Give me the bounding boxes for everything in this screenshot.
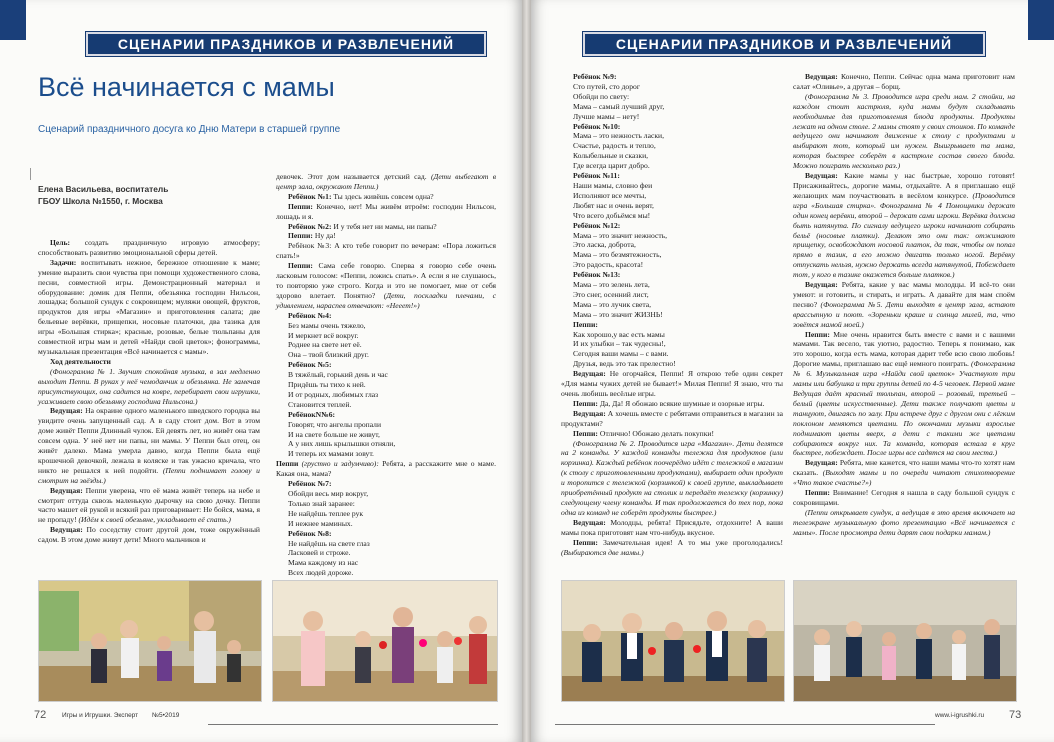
speaker-label: Ребёнок №2: [288,221,332,231]
page-number: 72 [34,709,47,721]
paragraph [793,458,1015,488]
speaker-label: Задачи: [50,257,77,267]
paragraph [793,72,1015,92]
footer-rule [208,724,498,725]
article-title: Всё начинается с мамы [38,72,335,102]
speaker-label: Пеппи [276,459,299,469]
verse-line: Обойди весь мир вокруг, [288,489,369,498]
paragraph [276,192,496,202]
stage-direction: (Фонограмма № 6. Музыкальная игра «Найди свой цветок» Участвуют три мамы или бабушка и три группы детей по 4-5 человек. Первой маме Ведущая даёт красный тюльпан, второй – розовый, третьей – белый (цветы искусственные). Дети также получают цветы и танцуют, двигаясь по залу. При встрече друг с другом они с лёгким поклоном меняются цветами. По окончании музыки взрослые поднимают цветы вверх, а дети с такими же цветами собираются вокруг них. Та команда, которая встала в круг быстрее, побеждает. После игры все садятся на свои места.) [793,359,1015,458]
paragraph [276,410,496,420]
body-text: Ребята, а расскажите мне о маме. Какая она, мама? [276,459,496,479]
verse-line: И меркнет всё вокруг. [288,330,359,340]
body-text: Ну да! [312,231,336,241]
verse-line: Мама – это значит ЖИЗНЬ! [573,309,663,319]
body-text: Ребята, какие у вас мамы молодцы. И всё-то они умеют: и готовить, и стирать, и играть. А давайте для мам споём песню? [793,280,1015,309]
paragraph [38,486,260,526]
verse-line: Что всего добьёмся мы! [573,210,651,220]
author-name: Елена Васильева, воспитатель [38,184,169,194]
speaker-label: Ведущая: [573,408,606,418]
verse-line: Мама – это лучик света, [573,299,652,309]
verse-line: Мама – это значит нежность, [573,230,668,240]
text-column-2 [793,72,1015,582]
stage-direction: (Выходят мамы и по очереди читают стихотворение «Что такое счастье?») [793,468,1015,488]
speaker-label: Ребёнок №11: [573,171,620,181]
paragraph [561,518,783,538]
verse-line: Лучше мамы – нету! [573,111,640,121]
body-text: По соседству стоит другой дом, тоже окружённый садом. В этом доме живут дети! Много мальчиков и [38,525,260,545]
verse-line: Только знай заранее: [288,498,355,508]
speaker-label: Пеппи: [288,231,313,241]
author-school: ГБОУ Школа №1550, г. Москва [38,196,163,206]
speaker-label: Ведущая: [50,406,83,416]
speaker-label: Ребёнок №4: [288,310,332,320]
stage-direction: (Пеппи поднимает голову и смотрит на звёзды.) [38,465,260,485]
verse-line: Сегодня ваши мамы – с вами. [573,349,669,359]
verse-line: Обойди по свету: [573,91,630,101]
verse-line: И теперь их мамами зовут. [288,449,374,459]
paragraph [276,479,496,489]
verse-line: Где всегда царит добро. [573,161,650,171]
body-text: Конечно, Пеппи. Сейчас одна мама приготовит нам салат «Оливье», а другая – борщ. [793,72,1015,91]
stage-direction: (Фонограмма № 3. Проводится игра среди мам. 2 стойки, на каждом стоит кастрюля, куда мамы будут складывать необходимые для приготовления блюда продукты. Продукты лежат на одном столе. 2 мамы стоят у своих стоиков. По команде ведущего они начинают движение к столу с продуктами и выбирают тот, который им нужен. Выигрывает та мама, которая быстрее соберёт в кастрюле состав своего блюда. Можно поиграть несколько раз.) [793,91,1015,171]
speaker-label: Пеппи: [573,398,598,408]
paragraph [561,369,783,399]
speaker-label: Ребёнок №1: [288,191,332,201]
verse-line: Мама каждому из нас [288,558,359,568]
speaker-label: Пеппи: [573,537,598,547]
verse-line: Говорят, что ангелы пропали [288,419,382,429]
speaker-label: Цель: [50,238,71,247]
text-column-1 [561,72,783,572]
paragraph [793,508,1015,538]
verse-line: Всех людей дороже. [288,568,354,578]
verse-line: Любят нас и очень верят, [573,200,654,210]
speaker-label: Ведущая: [50,525,83,535]
paragraph [561,270,783,280]
paragraph [561,72,783,82]
verse-line: Ласковей и строже. [288,548,351,558]
rule [30,168,31,180]
speaker-label: Ребёнок №5: [288,360,332,370]
author-credit [38,183,168,207]
body-text: Какие мамы у нас быстрые, хорошо готовят! Присаживайтесь, дорогие мамы, отдыхайте. А я приглашаю ещё желающих мам поучаствовать в весёлом конкурсе. [793,171,1015,200]
body-text: На окраине одного маленького шведского городка вы увидите очень запущенный сад. А в саду стоит дом. Вот в этом доме живёт Пеппи Длинный чулок. Ей девять лет, но живёт она там совсем одна. У неё нет ни папы, ни мамы. У Пеппи был отец, он живёт далеко. Мама умерла давно, когда Пеппи была ещё крошечной девочкой, лежала в коляске и так ужасно кричала, что никто не решался к ней подойти. [38,406,260,475]
photo-group-performance [793,580,1017,702]
body-text: Ребёнок №3: А кто тебе говорит по вечерам: «Пора ложиться спать!» [276,241,496,261]
verse-line: Это ласка, доброта, [573,240,636,250]
verse-line: Она – твой близкий друг. [288,350,369,360]
text-column-1 [38,238,260,556]
photo-children-with-flowers [272,580,498,702]
speaker-label: Пеппи: [288,261,313,271]
speaker-label: РебёнокN№6: [288,409,336,419]
paragraph [793,280,1015,330]
body-text: Замечательная идея! А то мы уже проголодались! [597,537,783,547]
text-column-2 [276,172,496,578]
speaker-label: Пеппи: [573,428,598,438]
paragraph [38,258,260,357]
paragraph [276,360,496,370]
verse-line: Мама – это зелень лета, [573,280,650,290]
body-text: Да, Да! Я обожаю всякие шумные и озорные игры. [597,398,765,408]
speaker-label: Ребёнок №8: [288,528,332,538]
right-page [531,0,1054,742]
verse-line: Как хорошо,у вас есть мамы [573,329,665,339]
verse-line: Не найдёшь теплее рук [288,508,364,518]
paragraph [793,171,1015,280]
paragraph [561,429,783,439]
body-text: Не огорчайся, Пеппи! Я открою тебе один секрет «Для мамы чужих детей не бывает!» Милая Пеппи! Я знаю, что ты очень любишь весёлые игры. [561,369,783,398]
stage-direction: (грустно и задумчиво): [298,459,379,469]
stage-direction: (Проводится игра «Большая стирка». Фонограмма № 4 Помощники держат один конец верёвки, второй – держат сами игроки. Верёвка должна быть натянута. По сигналу ведущего игроки начинают собирать бельё (носовые платки). Делают это они так: отжимают прищепку, освобождают носовой платок, да так, чтобы он попал прямо в тазик, а его можно двигать только ногой. Верёвку отпускать нельзя, нужно держать всегда натянутой, Побеждает тот, у кого в тазике окажется больше платков.) [793,190,1016,280]
paragraph [38,357,260,367]
verse-line: Без мамы очень тяжело, [288,320,366,330]
body-text: Пеппи уверена, что её мама живёт теперь на небе и смотрит оттуда сквозь маленькую дырочку на свою дочку. Пеппи часто машет ей рукой и всякий раз приговаривает: Не бойся, мама, я не пропаду! [38,485,260,525]
body-text: Ты здесь живёшь совсем одна? [331,191,434,201]
body-text: Отлично! Обожаю делать покупки! [597,428,715,438]
stage-direction: (Идём к своей обезьяне, укладывает её спать.) [76,515,231,525]
spine [522,0,531,742]
body-text: И у тебя нет ни мамы, ни папы? [331,221,437,231]
paragraph [276,202,496,222]
paragraph [561,439,783,518]
verse-line: Становится теплей. [288,399,352,409]
paragraph [276,261,496,311]
body-text: Внимание! Сегодня я нашла в саду большой сундук с сокровищами. [793,488,1015,507]
stage-direction: (Фонограмма № 2. Проводится игра «Магазин». Дети делятся на 2 команды. У каждой команды тележка для продуктов (или корзинка). Каждый ребёнок поочерёдно идёт с тележкой в магазин (к столу с приготовленными продуктами), выбирает один продукт и торопится с тележкой (корзинкой) к своей группе, выкладывает приобретённый продукт на столик и передаёт тележку (корзинку) следующему члену команды. И так продолжается до тех пор, пока одна из команд не соберёт продукты быстрее.) [561,438,783,517]
speaker-label: Ход деятельности [50,356,111,366]
photo-boys-in-vests [561,580,785,702]
verse-line: Счастье, радость и тепло, [573,141,656,151]
verse-line: Это радость, красота! [573,260,644,270]
paragraph [561,399,783,409]
body-text: воспитывать нежное, бережное отношение к маме; умение выразить свои чувства при помощи художественного слова, песни, совместной игры. Демонстрационный материал и оборудование: домик для Пеппи, обезьянка господин Нильсон, лошадка; большой сундук с сокровищем; муляжи овощей, фруктов, продуктов для игры «Магазин» и приготовления салата; две бельевые верёвки, прищепки, носовые платочки, два тазика для игры «Большая стирка»; красные, розовые, белые тюльпаны для совместной игры мам и детей «Найди свой цветок»; фонограммы, музыкальная презентация «Всё начинается с мамы». [38,257,260,356]
speaker-label: Ребёнок №10: [573,121,621,131]
edge-tab [1028,0,1054,40]
paragraph [276,459,496,479]
paragraph [38,367,260,407]
verse-line: И нежнее маминых. [288,518,353,528]
speaker-label: Ребёнок №7: [288,479,332,489]
speaker-label: Ребёнок №9: [573,72,617,81]
paragraph [793,330,1015,459]
paragraph [793,92,1015,171]
speaker-label: Ведущая: [573,517,606,527]
paragraph [561,409,783,429]
footer-magazine: Игры и Игрушки. Эксперт [62,712,139,719]
speaker-label: Пеппи: [805,329,830,339]
verse-line: Наши мамы, словно феи [573,180,653,190]
section-header: СЦЕНАРИИ ПРАЗДНИКОВ И РАЗВЛЕЧЕНИЙ [583,32,985,56]
body-text: А хочешь вместе с ребятами отправиться в магазин за продуктами? [561,408,783,428]
verse-line: Не найдёшь на свете глаз [288,538,370,548]
body-text: создать праздничную игровую атмосферу; способствовать развитию эмоциональной сферы детей. [38,238,260,257]
speaker-label: Ведущая: [805,72,838,81]
verse-line: Придёшь ты тихо к ней. [288,380,366,390]
speaker-label: Ведущая: [573,369,606,379]
paragraph [276,529,496,539]
stage-direction: (Фонограмма № 1. Звучит спокойная музыка, в зал медленно выходит Пеппи. В руках у неё чемоданчик и обезьянка. Не замечая присутствующих, она садится на коврe, перебирает свои игрушки, усаживает свою обезьянку господина Нильсона.) [38,366,260,406]
speaker-label: Ведущая: [805,171,838,181]
speaker-label: Ведущая: [50,485,83,495]
left-page [0,0,522,742]
verse-line: Мама – самый лучший друг, [573,101,665,111]
verse-line: Сто путей, сто дорог [573,81,640,91]
body-text: Молодцы, ребята! Присядьте, отдохните! А ваши мамы пока приготовят нам что-нибудь вкусное. [561,517,783,537]
verse-line: Колыбельные и сказки, [573,151,649,161]
photo-children-dancing [38,580,262,702]
footer-issue: №5•2019 [152,712,180,719]
paragraph [276,231,496,241]
body-text: Конечно, нет! Мы живём втроём: господин Нильсон, лошадь и я. [276,201,496,221]
stage-direction: (Дети, поскладки плечами, с удивлением, нараспев отвечают: «Нееет!») [276,290,496,310]
stage-direction: (Фонограмма №5. Дети выходят в центр зала, встают врассыпную и поют. «Зореньки краше и солнца милей, та, что зовётся мамой моей.) [793,299,1015,329]
verse-line: И на свете больше не живут, [288,429,380,439]
body-text: Мне очень нравится быть вместе с вами и с вашими мамами. Так весело, так уютно, радостно. Теперь я понимаю, как это хорошо, когда есть мама, которая дарит тебе всю свою любовь! Дорогие мамы, приглашаю вас ещё немного поиграть. [793,329,1015,369]
speaker-label: Пеппи: [805,488,830,498]
verse-line: В тяжёлый, горький день и час [288,370,388,380]
speaker-label: Ведущая: [805,280,838,290]
verse-line: Роднее на свете нет её. [288,340,362,350]
paragraph [276,172,496,192]
verse-line: Друзья, ведь это так прелестно! [573,359,676,369]
speaker-label: Пеппи: [288,201,313,211]
paragraph [276,222,496,232]
footer-url: www.i-igrushki.ru [935,712,985,719]
stage-direction: (Выбираются две мамы.) [561,547,644,557]
stage-direction: (Дети выбегают в центр зала, окружают Пеппи.) [276,172,496,191]
stage-direction: (Пеппи открывает сундук, а ведущая в это время включает на телеэкране музыкальную фото презентацию «Всё начинается с мамы». После просмотра дети дарят свои подарки мамам.) [793,507,1015,537]
verse-line: И их улыбки – так чудесны!, [573,339,666,349]
speaker-label: Пеппи: [573,319,598,329]
paragraph [561,171,783,181]
verse-line: Это снег, осенний лист, [573,289,649,299]
paragraph [561,221,783,231]
paragraph [38,525,260,545]
paragraph [561,538,783,558]
paragraph [38,406,260,485]
body-text: Ребята, мне кажется, что наши мамы что-то хотят нам сказать. [793,458,1015,478]
body-text: Сама себе говорю. Сперва я говорю себе очень ласковым голосом: «Пеппи, ложись спать». А если я не слушаюсь, то повторяю уже строго. Когда и это не помогает, мне от себя здорово влетает. Понятно? [276,261,496,300]
paragraph [793,488,1015,508]
page-number: 73 [1009,709,1022,721]
paragraph [276,241,496,261]
verse-line: Исполняют все мечты, [573,190,647,200]
paragraph [561,122,783,132]
speaker-label: Ребёнок №12: [573,220,621,230]
verse-line: А у них лишь крылышки отняли, [288,439,396,449]
section-header: СЦЕНАРИИ ПРАЗДНИКОВ И РАЗВЛЕЧЕНИЙ [86,32,486,56]
verse-line: Мама – это безмятежность, [573,250,662,260]
article-subtitle: Сценарий праздничного досуга ко Дню Матери в старшей группе [38,124,341,135]
verse-line: Мама – это нежность ласки, [573,131,664,141]
paragraph [276,311,496,321]
body-text: девочек. Этот дом называется детский сад. [276,172,427,181]
speaker-label: Ведущая: [805,458,838,468]
edge-tab [0,0,26,40]
paragraph [38,238,260,258]
footer-rule [555,724,935,725]
paragraph [561,320,783,330]
speaker-label: Ребёнок №13: [573,270,621,280]
verse-line: И от родных, любимых глаз [288,389,379,399]
